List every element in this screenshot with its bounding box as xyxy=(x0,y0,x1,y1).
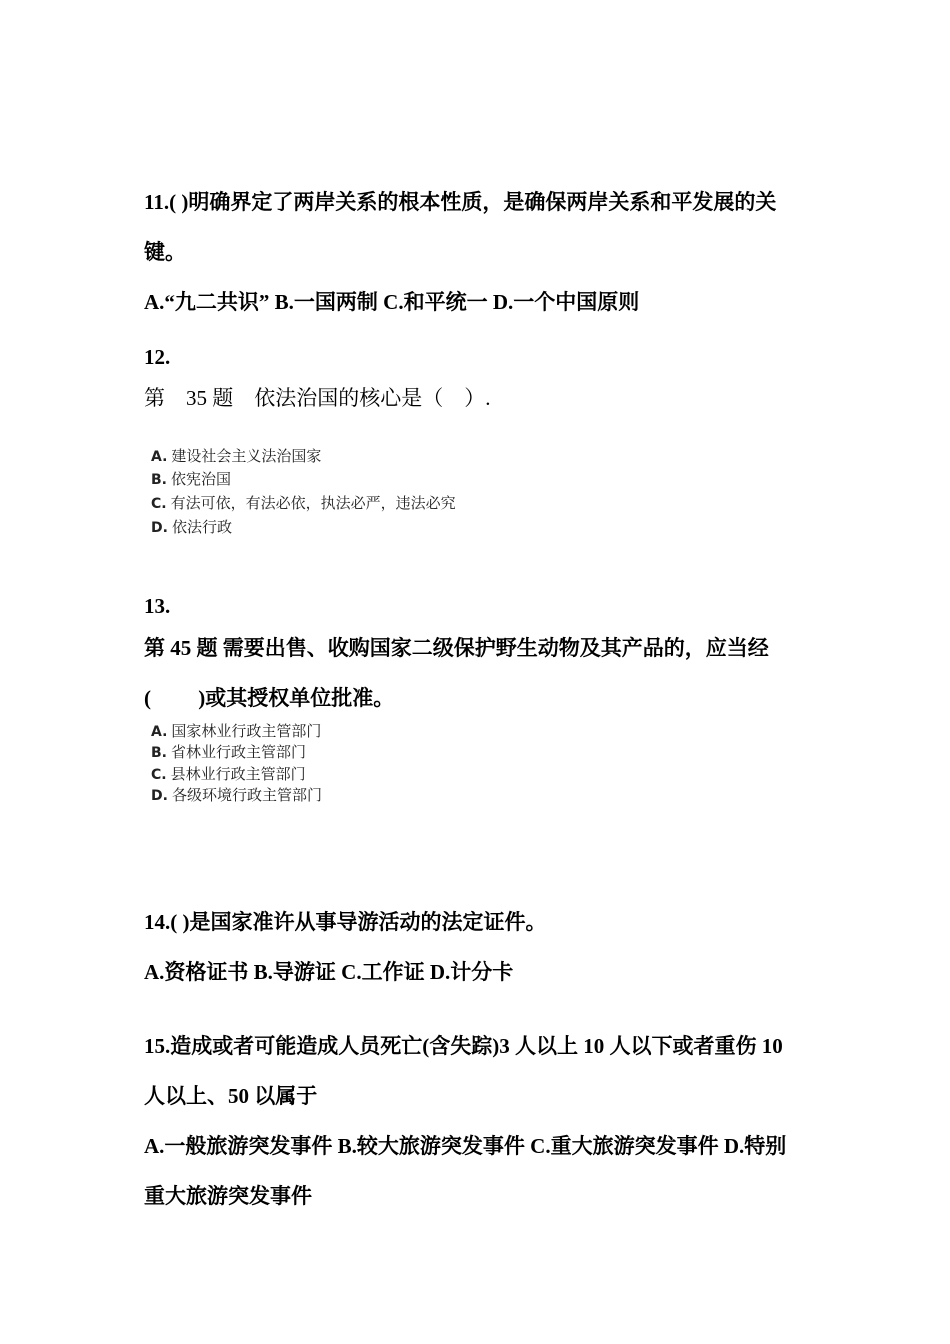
option-text: 各级环境行政主管部门 xyxy=(171,786,322,804)
option-key: C. xyxy=(151,767,167,783)
question-14-options: A.资格证书 B.导游证 C.工作证 D.计分卡 xyxy=(144,960,514,984)
option-key: B. xyxy=(151,472,167,488)
question-15-stem-line1: 15.造成或者可能造成人员死亡(含失踪)3 人以上 10 人以下或者重伤 10 xyxy=(144,1034,783,1058)
question-11-stem-line2: 键。 xyxy=(144,240,186,264)
option-d xyxy=(151,784,322,805)
option-b xyxy=(151,741,306,762)
question-14-stem: 14.( )是国家准许从事导游活动的法定证件。 xyxy=(144,910,547,934)
option-text: 建设社会主义法治国家 xyxy=(171,447,322,465)
question-12-stem-text: 第 35 题 依法治国的核心是（ ）. xyxy=(144,386,491,410)
option-c xyxy=(151,492,456,513)
option-text: 依法行政 xyxy=(171,518,232,536)
option-text: 有法可依，有法必依，执法必严，违法必究 xyxy=(170,494,456,512)
question-13-stem-line1: 第 45 题 需要出售、收购国家二级保护野生动物及其产品的，应当经 xyxy=(144,636,769,660)
option-key: A. xyxy=(151,724,168,740)
option-b xyxy=(151,468,231,489)
question-11-options: A.“九二共识” B.一国两制 C.和平统一 D.一个中国原则 xyxy=(144,290,640,314)
option-c xyxy=(151,763,306,784)
option-key: D. xyxy=(151,520,168,536)
question-13-stem-line2: ( )或其授权单位批准。 xyxy=(144,686,395,710)
question-15-options-line1: A.一般旅游突发事件 B.较大旅游突发事件 C.重大旅游突发事件 D.特别 xyxy=(144,1134,787,1158)
option-key: C. xyxy=(151,496,167,512)
option-key: A. xyxy=(151,449,168,465)
option-a xyxy=(151,720,321,741)
question-number: 13. xyxy=(144,594,171,618)
question-15-options-line2: 重大旅游突发事件 xyxy=(144,1184,312,1208)
option-text: 省林业行政主管部门 xyxy=(171,743,307,761)
option-text: 国家林业行政主管部门 xyxy=(171,722,322,740)
option-text: 依宪治国 xyxy=(171,470,232,488)
option-key: B. xyxy=(151,745,167,761)
question-number: 12. xyxy=(144,345,171,369)
option-d xyxy=(151,516,232,537)
option-key: D. xyxy=(151,788,168,804)
question-11-stem-line1: 11.( )明确界定了两岸关系的根本性质，是确保两岸关系和平发展的关 xyxy=(144,190,777,214)
option-a xyxy=(151,445,321,466)
option-text: 县林业行政主管部门 xyxy=(170,765,306,783)
question-15-stem-line2: 人以上、50 以属于 xyxy=(144,1084,318,1108)
